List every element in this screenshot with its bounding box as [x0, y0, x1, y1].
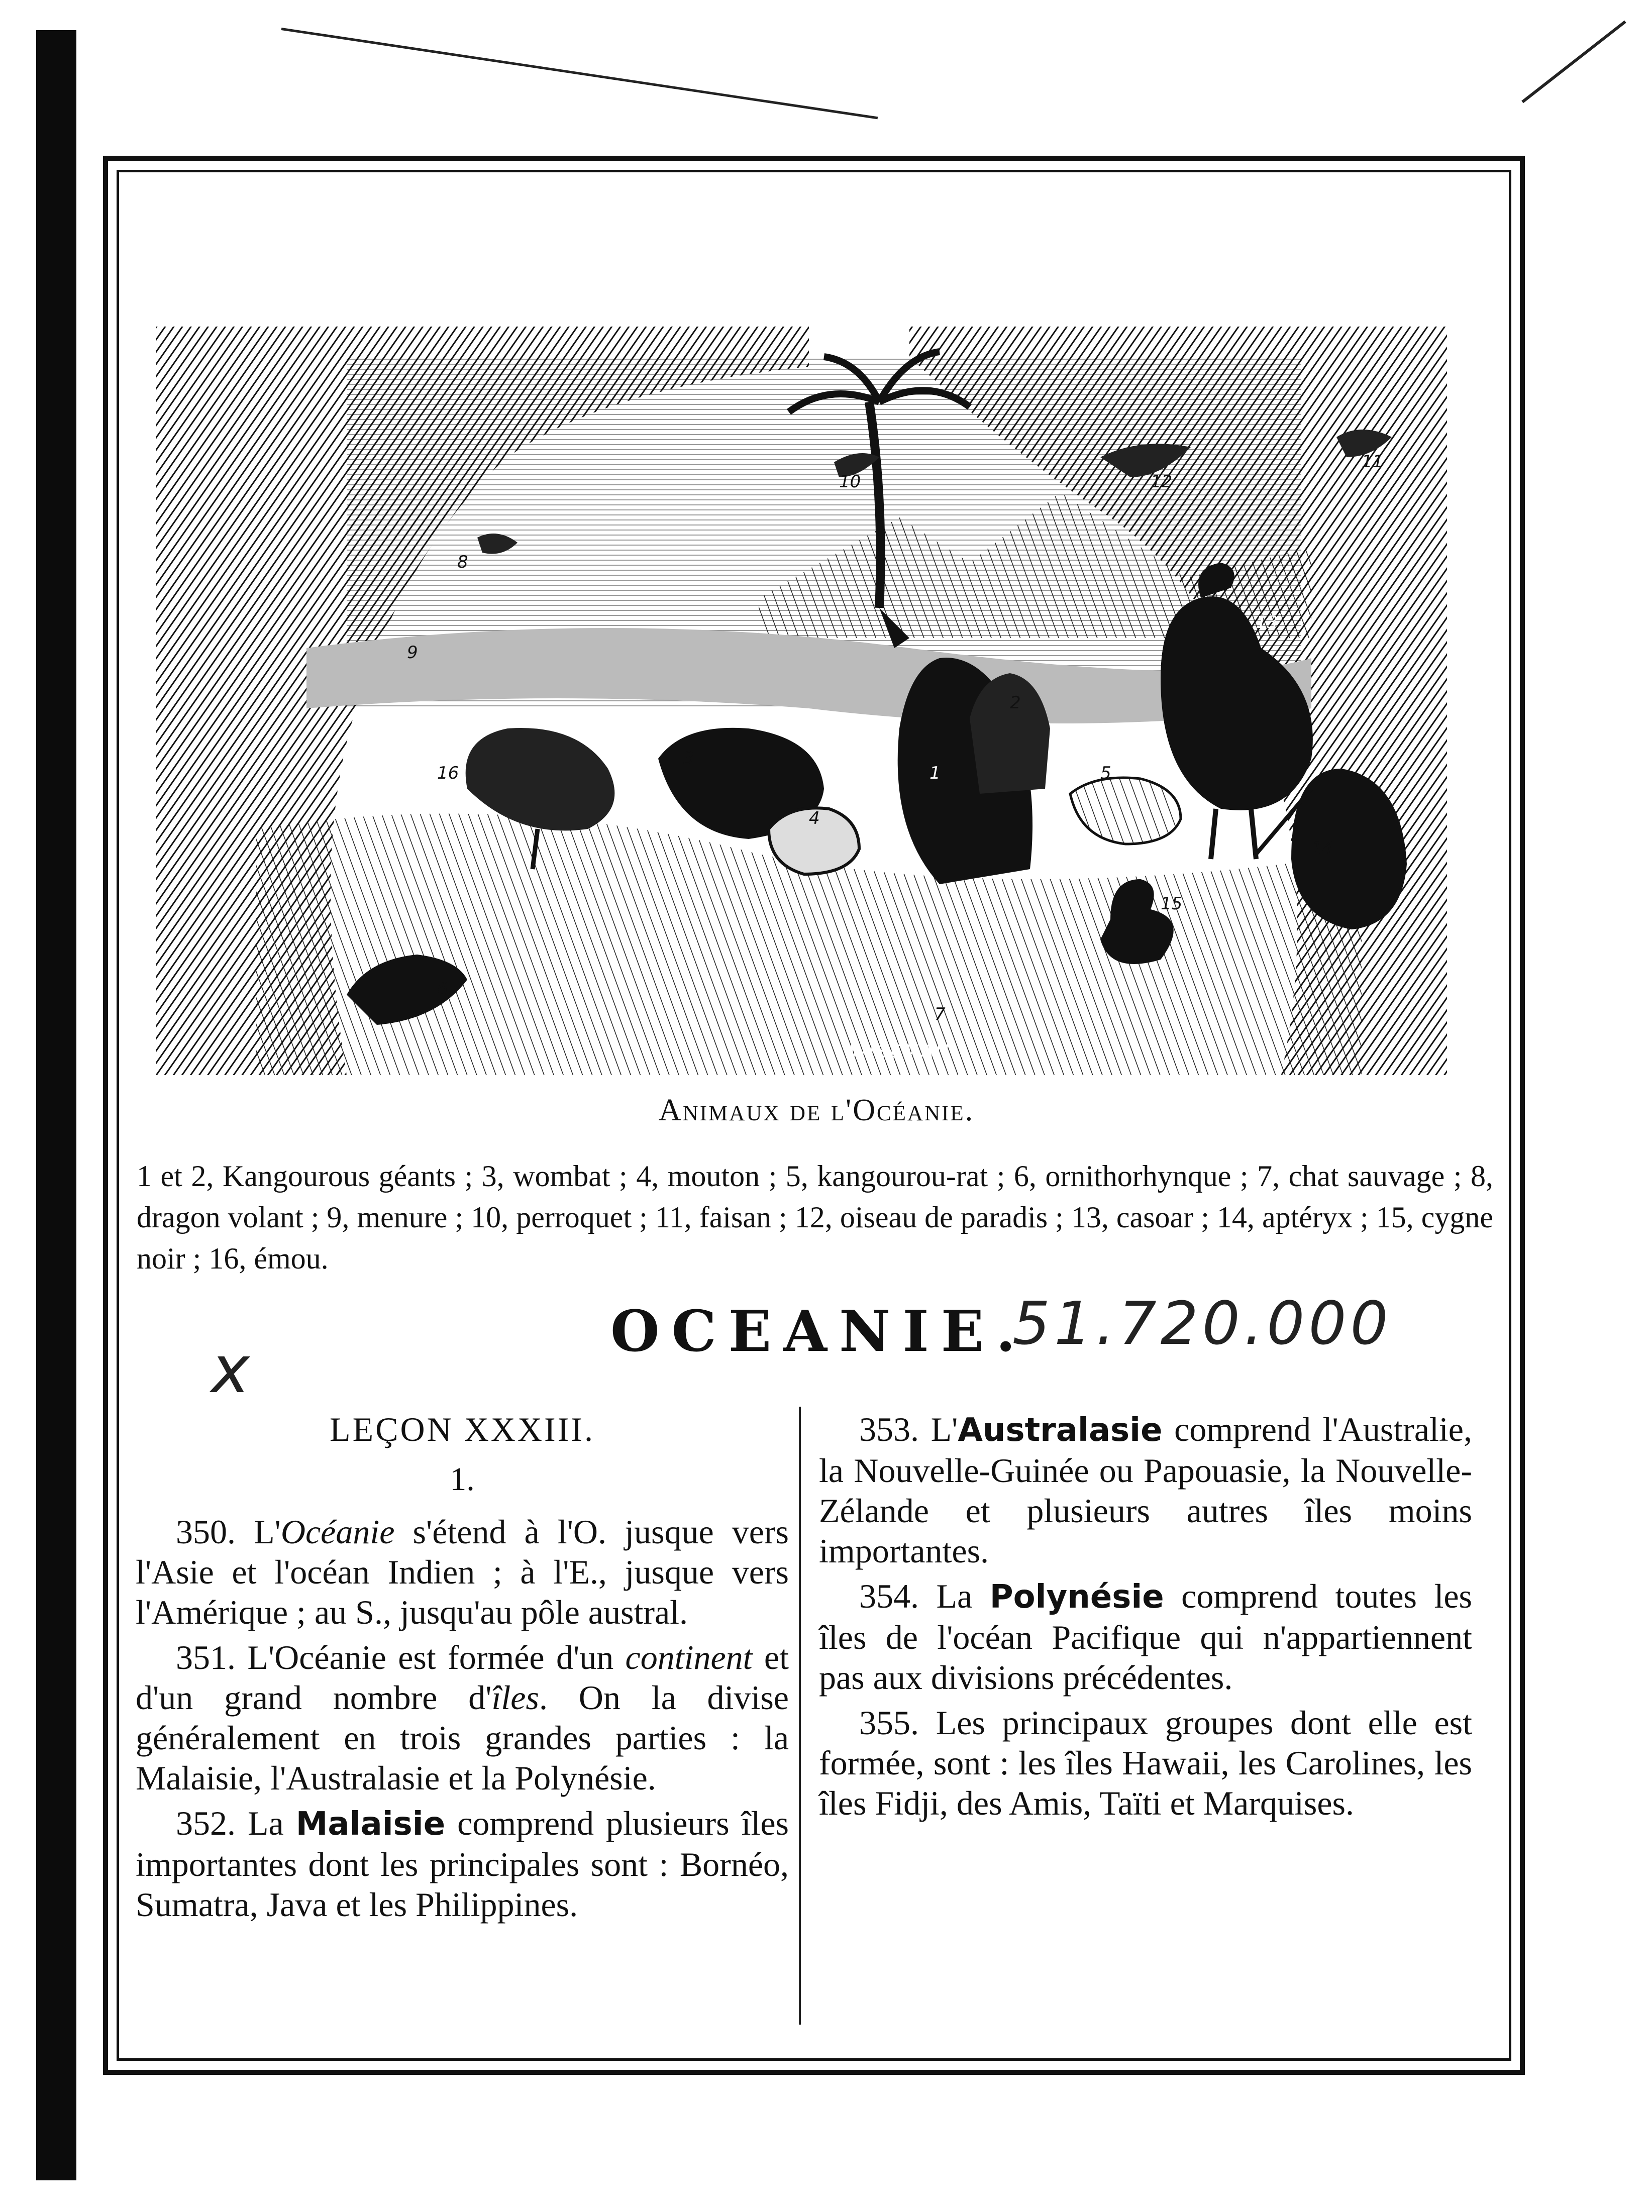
- bold-term: Australasie: [958, 1412, 1163, 1449]
- text-run: comprend toutes les îles de l'océan Pacifique qui n'appartiennent pas aux divisions précédentes.: [819, 1577, 1473, 1697]
- pencil-stroke: [281, 28, 878, 119]
- illustration-number: 8: [457, 552, 468, 572]
- paragraph-351: [136, 1637, 789, 1798]
- paragraph-352: [136, 1803, 789, 1925]
- text-run: L': [254, 1513, 281, 1551]
- section-heading: OCEANIE.: [610, 1299, 1028, 1364]
- illustration-number: 15: [1161, 894, 1183, 914]
- italic-term: îles: [491, 1678, 539, 1717]
- lesson-number: 1.: [450, 1461, 475, 1498]
- illustration-number: 13: [1256, 612, 1278, 633]
- bold-term: Malaisie: [295, 1806, 446, 1843]
- illustration-number: 5: [1100, 763, 1111, 783]
- text-run: Les principaux groupes dont elle est formée, sont : les îles Hawaii, les Carolines, les îles Fidji, des Amis, Taïti et Marquises.: [819, 1704, 1472, 1822]
- illustration-number: 11: [1362, 452, 1384, 472]
- illustration-caption: Animaux de l'Océanie.: [658, 1093, 975, 1127]
- text-run: comprend l'Australie, la Nouvelle-Guinée ou Papouasie, la Nouvelle-Zélande et plusieurs autres îles moins importantes.: [819, 1410, 1472, 1570]
- illustration-number: 12: [1151, 472, 1173, 492]
- illustration-number: 9: [407, 643, 418, 663]
- text-run: L'Océanie est formée d'un: [236, 1638, 626, 1676]
- bold-term: Polynésie: [989, 1578, 1164, 1616]
- illustration-number: 3: [683, 748, 694, 768]
- illustration-number: 7: [935, 1004, 946, 1024]
- text-run: La: [236, 1804, 296, 1842]
- illustration-legend: 1 et 2, Kangourous géants ; 3, wombat ; 4, mouton ; 5, kangourou-rat ; 6, ornithorhynque ; 7, chat sauvage ; 8, dragon volant ; 9, menure ; 10, perroquet ; 11, faisan ; 12, oiseau de paradis ; 13, casoar ; 14, aptéryx ; 15, cygne noir ; 16, émou.: [137, 1160, 1493, 1275]
- italic-term: Océanie: [280, 1513, 395, 1551]
- illustration-number: 1: [930, 763, 941, 783]
- paragraph-353: [819, 1409, 1472, 1571]
- italic-term: continent: [625, 1638, 753, 1676]
- column-divider: [799, 1407, 801, 2025]
- illustration-number: 2: [1010, 693, 1021, 713]
- illustration-number: 6: [437, 979, 448, 999]
- paragraph-number: 351.: [176, 1638, 236, 1676]
- corner-tear-mark: [1521, 21, 1626, 103]
- illustration-number: 10: [839, 472, 861, 492]
- text-run: L': [919, 1410, 958, 1448]
- binding-edge: [36, 30, 76, 2180]
- lesson-title: LEÇON XXXIII.: [330, 1410, 595, 1448]
- paragraph-number: 354.: [859, 1577, 919, 1615]
- text-run: s'étend à l'O. jusque vers l'Asie et l'océan Indien ; à l'E., jusque vers l'Amérique ; au S., jusqu'au pôle austral.: [136, 1513, 789, 1631]
- text-run: et d'un grand nombre d': [136, 1638, 789, 1717]
- left-column: [136, 1409, 789, 1930]
- paragraph-354: [819, 1576, 1472, 1698]
- right-column: [819, 1409, 1472, 1828]
- paragraph-350: [136, 1512, 789, 1632]
- text-run: . On la divise généralement en trois grandes parties : la Malaisie, l'Australasie et la Polynésie.: [136, 1678, 789, 1797]
- text-run: comprend plusieurs îles importantes dont les principales sont : Bornéo, Sumatra, Java et les Philippines.: [136, 1804, 789, 1924]
- paragraph-number: 355.: [859, 1704, 919, 1742]
- engraver-signature: WISEMAN: [849, 1041, 951, 1062]
- paragraph-number: 352.: [176, 1804, 236, 1842]
- text-run: La: [919, 1577, 990, 1615]
- illustration-number: 4: [809, 808, 820, 828]
- handwritten-mark: x: [211, 1331, 250, 1408]
- illustration-number: 16: [437, 763, 459, 783]
- paragraph-355: [819, 1703, 1472, 1823]
- paragraph-number: 350.: [176, 1513, 236, 1551]
- engraving-animals-of-oceania: [156, 327, 1447, 1075]
- paragraph-number: 353.: [859, 1410, 919, 1448]
- handwritten-annotation: 51.720.000: [1012, 1289, 1392, 1358]
- illustration-number: 14: [1311, 838, 1333, 859]
